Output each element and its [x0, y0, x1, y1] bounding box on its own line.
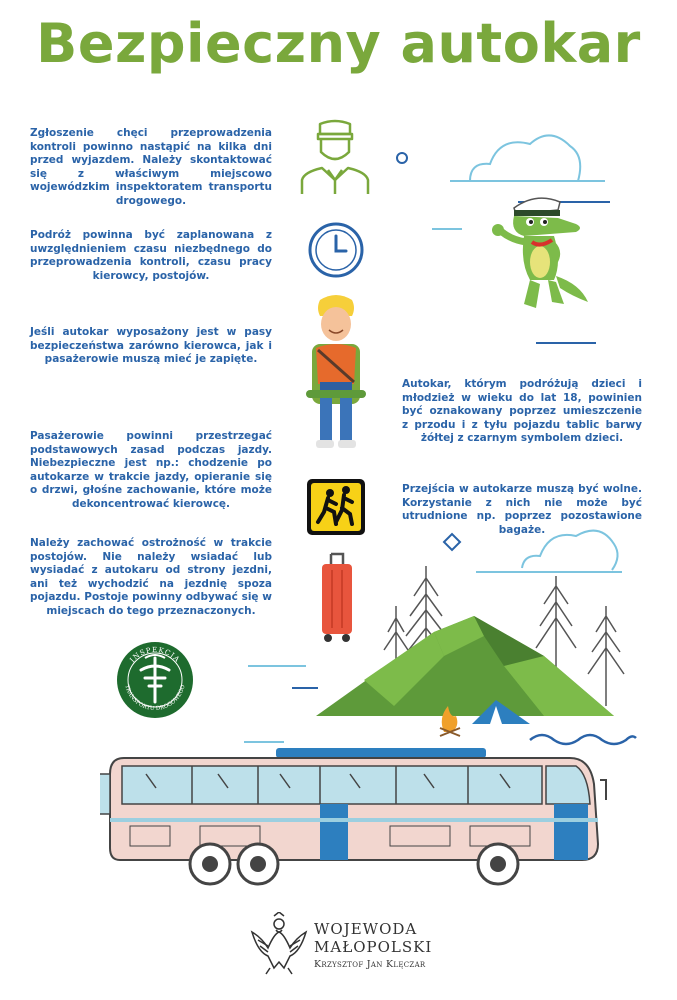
seated-boy-icon	[300, 294, 372, 454]
page-title: Bezpieczny autokar	[36, 12, 641, 75]
footer-title-line1: WOJEWODA	[314, 920, 418, 938]
footer-wojewoda	[250, 912, 490, 982]
paragraph-passenger-rules: Pasażerowie powinni przestrzegać podstawowych zasad podczas jazdy. Niebezpieczne jest np.: chodzenie po autokarze w trakcie jazdy, opieranie się o drzwi, głośne zachowanie, które może dekoncentrować kierowcę.	[30, 430, 272, 510]
line-decoration-mid	[536, 340, 596, 346]
paragraph-trip-planning: Podróż powinna być zaplanowana z uwzględnieniem czasu niezbędnego do przeprowadzenia kontroli, czasu pracy kierowcy, postojów.	[30, 229, 272, 282]
paragraph-children-sign: Autokar, którym podróżują dzieci i młodzież w wieku do lat 18, powinien być oznakowany poprzez umieszczenie z przodu i z tyłu pojazdu tablic barwy żółtej z czarnym symbolem dzieci.	[402, 378, 642, 444]
footer-name: Krzysztof Jan Klęczar	[314, 959, 426, 970]
inspection-logo-bottom-text: TRANSPORTU DROGOWEGO	[123, 684, 187, 713]
paragraph-aisles: Przejścia w autokarze muszą być wolne. Korzystanie z nich nie może być utrudnione np. poprzez pozostawione bagaże.	[402, 483, 642, 536]
paragraph-inspection-request: Zgłoszenie chęci przeprowadzenia kontroli powinno nastąpić na kilka dni przed wyjazdem. Należy skontaktować się z właściwym miejscowo wojewódzkim inspektoratem transportu drogowego.	[30, 127, 272, 207]
mountain-scene	[244, 556, 644, 746]
eagle-emblem-icon	[250, 912, 308, 976]
footer-title-line2: MAŁOPOLSKI	[314, 938, 433, 956]
bus-illustration	[100, 744, 610, 888]
clock-icon	[306, 220, 366, 280]
crocodile-mascot	[480, 192, 590, 322]
inspection-logo	[115, 640, 195, 720]
driver-icon	[298, 118, 372, 196]
inspection-logo-top-text: INSPEKCJA	[128, 645, 182, 665]
children-sign-icon	[306, 478, 366, 536]
paragraph-stops: Należy zachować ostrożność w trakcie postojów. Nie należy wsiadać lub wysiadać z autokaru od strony jezdni, ani też wychodzić na jezdnię spoza pojazdu. Postoje powinny odbywać się w miejscach do tego przeznaczonych.	[30, 537, 272, 617]
paragraph-seatbelts: Jeśli autokar wyposażony jest w pasy bezpieczeństwa zarówno kierowca, jak i pasażerowie muszą mieć je zapięte.	[30, 326, 272, 365]
